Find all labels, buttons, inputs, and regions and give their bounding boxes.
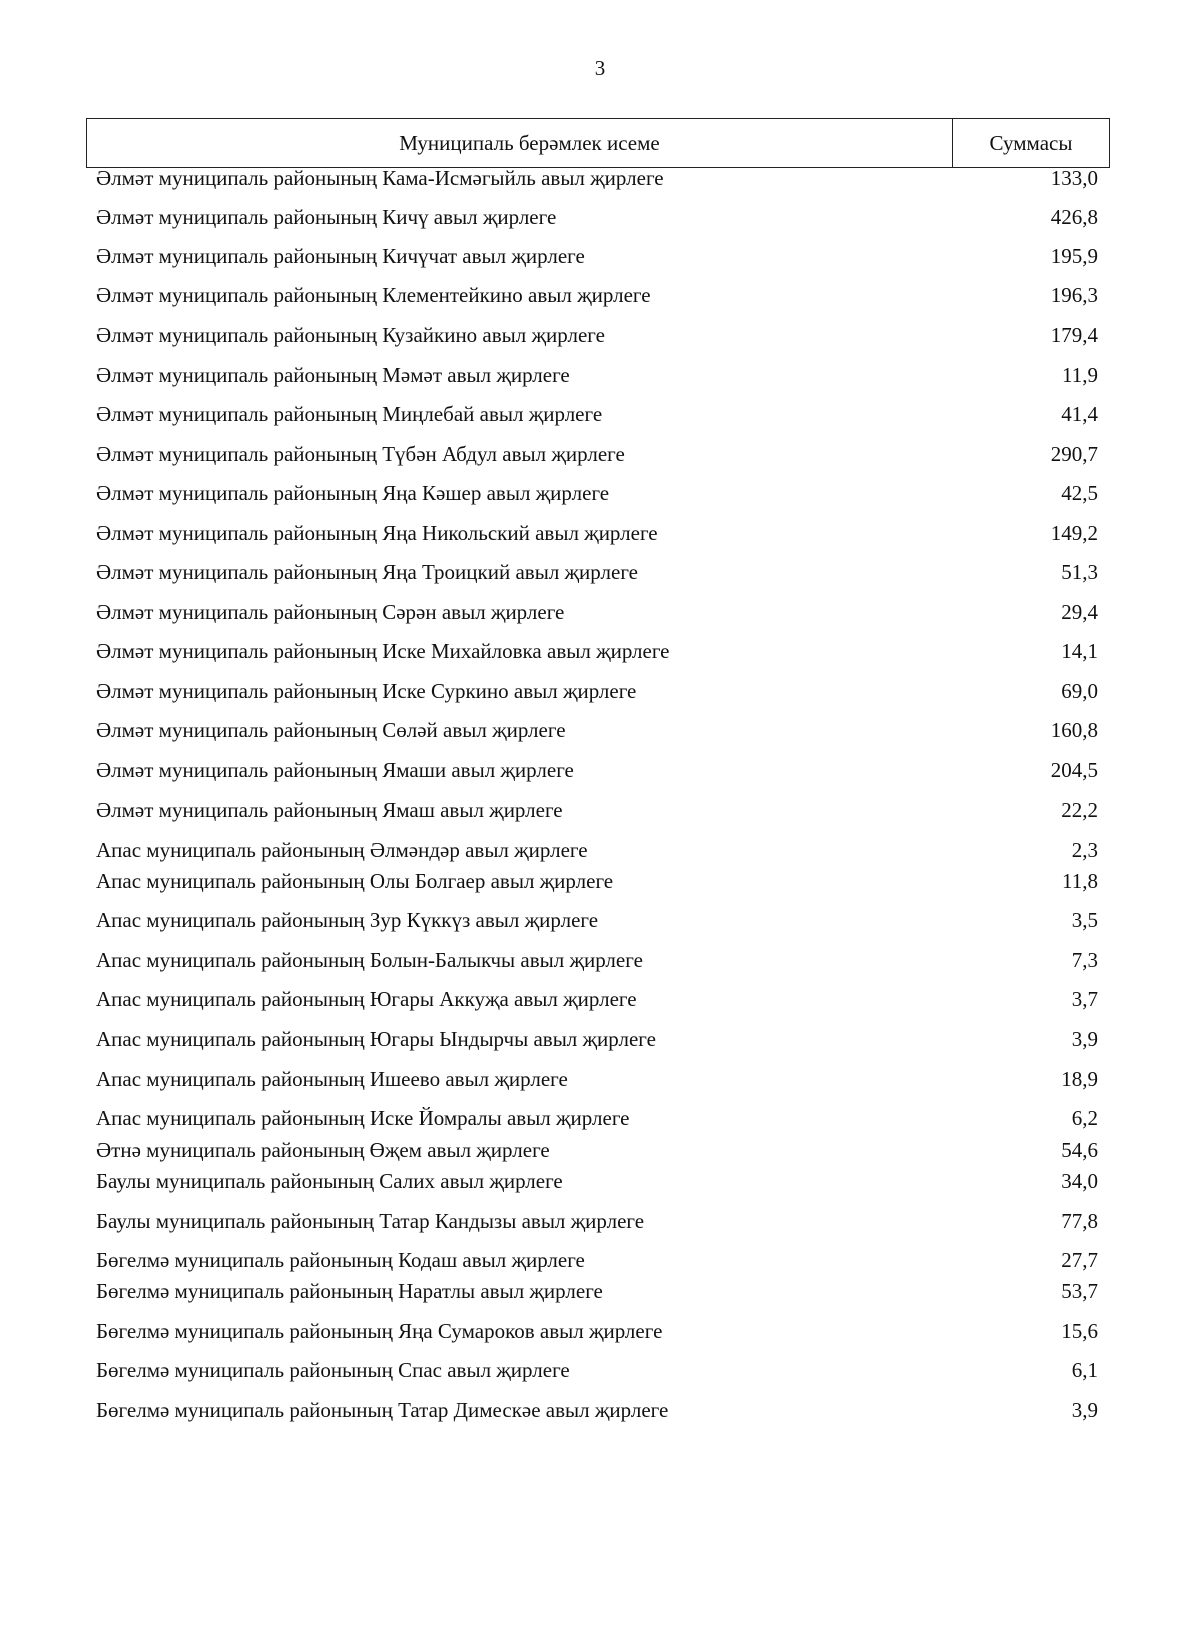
amount-value: 7,3 (1071, 948, 1098, 972)
table-row (96, 440, 1098, 468)
municipality-name: Апас муниципаль районының Югары Аккуҗа авыл җирлеге (96, 987, 637, 1011)
table-row (96, 1246, 1098, 1274)
municipality-name: Апас муниципаль районының Олы Болгаер авыл җирлеге (96, 869, 614, 893)
table-row (96, 1396, 1098, 1424)
amount-value: 290,7 (1050, 442, 1098, 466)
municipality-name: Әлмәт муниципаль районының Иске Михайловка авыл җирлеге (96, 639, 670, 663)
amount-value: 15,6 (1061, 1319, 1098, 1343)
municipality-name: Әлмәт муниципаль районының Кама-Исмәгыйль авыл җирлеге (96, 166, 664, 190)
table-row (96, 598, 1098, 626)
table-row (96, 637, 1098, 665)
table-row (96, 946, 1098, 974)
municipality-name: Әлмәт муниципаль районының Миңлебай авыл җирлеге (96, 402, 603, 426)
table-row (96, 164, 1098, 192)
amount-value: 18,9 (1061, 1067, 1098, 1091)
municipality-name: Әлмәт муниципаль районының Сәрән авыл җирлеге (96, 600, 565, 624)
table-row (96, 1065, 1098, 1093)
amount-value: 6,1 (1071, 1358, 1098, 1382)
amount-value: 2,3 (1071, 838, 1098, 862)
column-header-name: Муниципаль берәмлек исеме (87, 119, 953, 167)
municipality-name: Апас муниципаль районының Зур Күккүз авыл җирлеге (96, 908, 599, 932)
amount-value: 27,7 (1061, 1248, 1098, 1272)
municipality-name: Әлмәт муниципаль районының Яңа Троицкий авыл җирлеге (96, 560, 638, 584)
table-row (96, 677, 1098, 705)
table-row (96, 479, 1098, 507)
municipality-name: Апас муниципаль районының Югары Ындырчы авыл җирлеге (96, 1027, 656, 1051)
table-row (96, 1277, 1098, 1305)
table-row (96, 1207, 1098, 1235)
municipality-name: Апас муниципаль районының Иске Йомралы авыл җирлеге (96, 1106, 630, 1130)
amount-value: 204,5 (1050, 758, 1098, 782)
amount-value: 3,5 (1071, 908, 1098, 932)
municipality-name: Апас муниципаль районының Болын-Балыкчы авыл җирлеге (96, 948, 643, 972)
municipality-name: Әлмәт муниципаль районының Түбән Абдул авыл җирлеге (96, 442, 625, 466)
municipality-name: Бөгелмә муниципаль районының Татар Димескәе авыл җирлеге (96, 1398, 669, 1422)
municipality-name: Әлмәт муниципаль районының Клементейкино авыл җирлеге (96, 283, 651, 307)
amount-value: 196,3 (1050, 283, 1098, 307)
amount-value: 54,6 (1061, 1138, 1098, 1162)
table-row (96, 1317, 1098, 1345)
municipality-name: Әлмәт муниципаль районының Кузайкино авыл җирлеге (96, 323, 605, 347)
table-header (86, 118, 1110, 168)
amount-value: 133,0 (1050, 166, 1098, 190)
municipality-name: Әтнә муниципаль районының Өҗем авыл җирлеге (96, 1138, 550, 1162)
table-row (96, 242, 1098, 270)
table-row (96, 906, 1098, 934)
municipality-name: Апас муниципаль районының Ишеево авыл җирлеге (96, 1067, 568, 1091)
municipality-name: Әлмәт муниципаль районының Яңа Никольский авыл җирлеге (96, 521, 658, 545)
amount-value: 160,8 (1050, 718, 1098, 742)
amount-value: 3,9 (1071, 1027, 1098, 1051)
municipality-name: Әлмәт муниципаль районының Иске Суркино авыл җирлеге (96, 679, 637, 703)
table-row (96, 867, 1098, 895)
municipality-name: Бөгелмә муниципаль районының Наратлы авыл җирлеге (96, 1279, 603, 1303)
amount-value: 426,8 (1050, 205, 1098, 229)
amount-value: 77,8 (1061, 1209, 1098, 1233)
municipality-name: Баулы муниципаль районының Татар Кандызы авыл җирлеге (96, 1209, 645, 1233)
amount-value: 14,1 (1061, 639, 1098, 663)
amount-value: 22,2 (1061, 798, 1098, 822)
table-row (96, 400, 1098, 428)
amount-value: 11,8 (1062, 869, 1098, 893)
table-row (96, 558, 1098, 586)
amount-value: 3,9 (1071, 1398, 1098, 1422)
amount-value: 29,4 (1061, 600, 1098, 624)
municipality-name: Әлмәт муниципаль районының Мәмәт авыл җирлеге (96, 363, 570, 387)
table-row (96, 1025, 1098, 1053)
amount-value: 3,7 (1071, 987, 1098, 1011)
municipality-name: Бөгелмә муниципаль районының Яңа Сумароков авыл җирлеге (96, 1319, 663, 1343)
table-row (96, 519, 1098, 547)
amount-value: 69,0 (1061, 679, 1098, 703)
municipality-name: Апас муниципаль районының Әлмәндәр авыл җирлеге (96, 838, 588, 862)
amount-value: 34,0 (1061, 1169, 1098, 1193)
municipality-name: Әлмәт муниципаль районының Ямаш авыл җирлеге (96, 798, 563, 822)
table-row (96, 836, 1098, 864)
table-row (96, 1167, 1098, 1195)
amount-value: 51,3 (1061, 560, 1098, 584)
table-row (96, 796, 1098, 824)
amount-value: 6,2 (1071, 1106, 1098, 1130)
table-row (96, 361, 1098, 389)
table-row (96, 716, 1098, 744)
table-row (96, 1104, 1098, 1132)
municipality-name: Бөгелмә муниципаль районының Кодаш авыл җирлеге (96, 1248, 585, 1272)
table-row (96, 985, 1098, 1013)
table-row (96, 203, 1098, 231)
amount-value: 41,4 (1061, 402, 1098, 426)
table-row (96, 1356, 1098, 1384)
column-header-amount: Суммасы (989, 130, 1073, 155)
table-row (96, 321, 1098, 349)
amount-value: 42,5 (1061, 481, 1098, 505)
amount-value: 149,2 (1050, 521, 1098, 545)
amount-value: 11,9 (1062, 363, 1098, 387)
table-row (96, 281, 1098, 309)
amount-value: 195,9 (1050, 244, 1098, 268)
municipality-name: Әлмәт муниципаль районының Кичү авыл җирлеге (96, 205, 557, 229)
municipality-name: Әлмәт муниципаль районының Яңа Кәшер авыл җирлеге (96, 481, 610, 505)
municipality-name: Бөгелмә муниципаль районының Спас авыл җирлеге (96, 1358, 570, 1382)
municipality-name: Әлмәт муниципаль районының Кичүчат авыл җирлеге (96, 244, 585, 268)
municipality-name: Баулы муниципаль районының Салих авыл җирлеге (96, 1169, 563, 1193)
municipality-name: Әлмәт муниципаль районының Ямаши авыл җирлеге (96, 758, 574, 782)
table-row (96, 1136, 1098, 1164)
amount-value: 179,4 (1050, 323, 1098, 347)
amount-value: 53,7 (1061, 1279, 1098, 1303)
municipality-name: Әлмәт муниципаль районының Сөләй авыл җирлеге (96, 718, 566, 742)
table-row (96, 756, 1098, 784)
page-number: 3 (594, 56, 606, 80)
